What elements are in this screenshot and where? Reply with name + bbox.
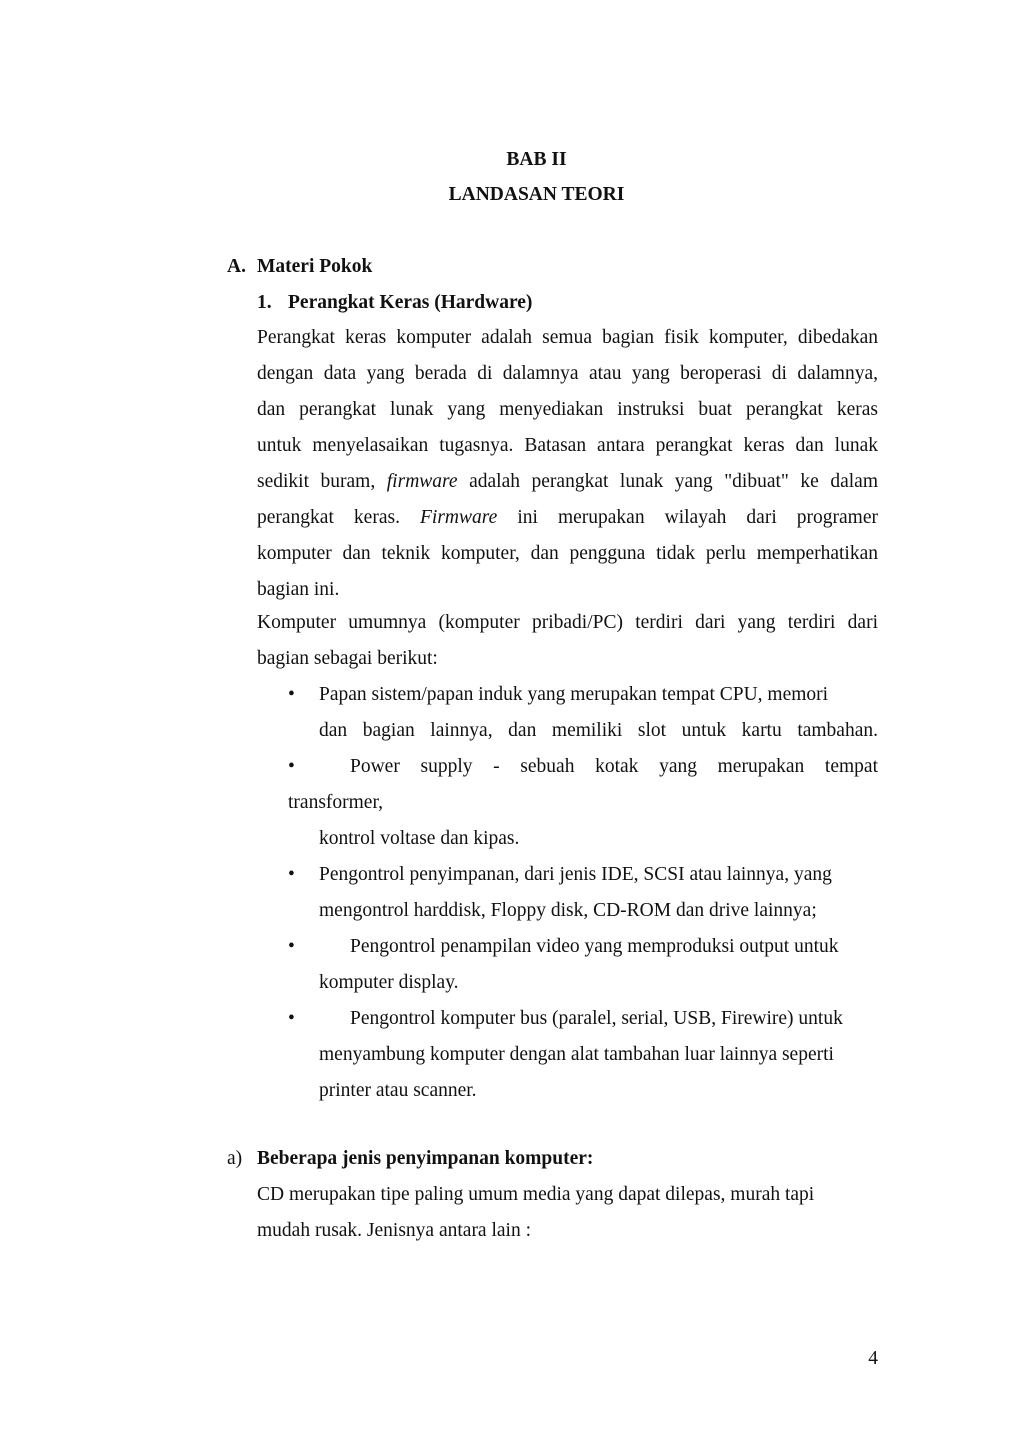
section-a-small-title: Beberapa jenis penyimpanan komputer: (257, 1148, 594, 1169)
list-item-line: Power supply - sebuah kotak yang merupakan tempat (350, 756, 878, 777)
chapter-title: LANDASAN TEORI (448, 184, 625, 205)
paragraph-line: CD merupakan tipe paling umum media yang dapat dilepas, murah tapi (257, 1184, 815, 1205)
list-item (288, 1001, 878, 1109)
paragraph-line: bagian ini. (257, 579, 340, 600)
paragraph-line: mudah rusak. Jenisnya antara lain : (257, 1220, 531, 1241)
section-a-marker: A. (227, 256, 246, 277)
text-run: ini merupakan wilayah dari programer (497, 507, 878, 528)
paragraph-components (257, 605, 878, 677)
paragraph-line: Komputer umumnya (komputer pribadi/PC) terdiri dari yang terdiri dari (257, 612, 878, 633)
list-item-line: Pengontrol komputer bus (paralel, serial, USB, Firewire) untuk (350, 1008, 843, 1029)
bullet-symbol: • (288, 864, 295, 885)
list-item (288, 929, 878, 1001)
list-item-line: mengontrol harddisk, Floppy disk, CD-ROM dan drive lainnya; (319, 900, 817, 921)
italic-term-firmware: Firmware (420, 507, 498, 528)
section-a-small-marker: a) (227, 1148, 243, 1169)
list-item-line: dan bagian lainnya, dan memiliki slot untuk kartu tambahan. (319, 720, 878, 741)
list-item (288, 749, 878, 857)
paragraph-line: komputer dan teknik komputer, dan pengguna tidak perlu memperhatikan (257, 543, 878, 564)
list-item (288, 677, 878, 749)
list-item-line: komputer display. (319, 972, 459, 993)
paragraph-line: dan perangkat lunak yang menyediakan instruksi buat perangkat keras (257, 399, 878, 420)
bullet-symbol: • (288, 684, 295, 705)
subsection-1-marker: 1. (257, 292, 272, 313)
paragraph-line (257, 500, 878, 536)
bullet-symbol: • (288, 1008, 295, 1029)
component-list (288, 677, 878, 1109)
bullet-symbol: • (288, 936, 295, 957)
list-item-line: Pengontrol penyimpanan, dari jenis IDE, SCSI atau lainnya, yang (319, 864, 832, 885)
list-item (288, 857, 878, 929)
paragraph-line: dengan data yang berada di dalamnya atau yang beroperasi di dalamnya, (257, 363, 878, 384)
chapter-number: BAB II (506, 149, 567, 170)
subsection-1-title: Perangkat Keras (Hardware) (288, 292, 533, 313)
text-run: adalah perangkat lunak yang "dibuat" ke dalam (457, 471, 878, 492)
list-item-line: transformer, (288, 792, 384, 813)
bullet-symbol: • (288, 756, 295, 777)
list-item-line: printer atau scanner. (319, 1080, 477, 1101)
paragraph-line: bagian sebagai berikut: (257, 648, 438, 669)
text-run: sedikit buram, (257, 471, 387, 492)
list-item-line: Papan sistem/papan induk yang merupakan tempat CPU, memori (319, 684, 829, 705)
text-run: perangkat keras. (257, 507, 420, 528)
paragraph-hardware (257, 320, 878, 608)
list-item-line: Pengontrol penampilan video yang memproduksi output untuk (350, 936, 839, 957)
paragraph-storage (257, 1177, 857, 1249)
list-item-line: menyambung komputer dengan alat tambahan luar lainnya seperti (319, 1044, 834, 1065)
italic-term-firmware: firmware (386, 471, 458, 492)
paragraph-line (257, 464, 878, 500)
paragraph-line: Perangkat keras komputer adalah semua bagian fisik komputer, dibedakan (257, 327, 878, 348)
page-number: 4 (868, 1348, 878, 1369)
paragraph-line: untuk menyelasaikan tugasnya. Batasan antara perangkat keras dan lunak (257, 435, 878, 456)
list-item-line: kontrol voltase dan kipas. (319, 828, 520, 849)
section-a-title: Materi Pokok (257, 256, 373, 277)
